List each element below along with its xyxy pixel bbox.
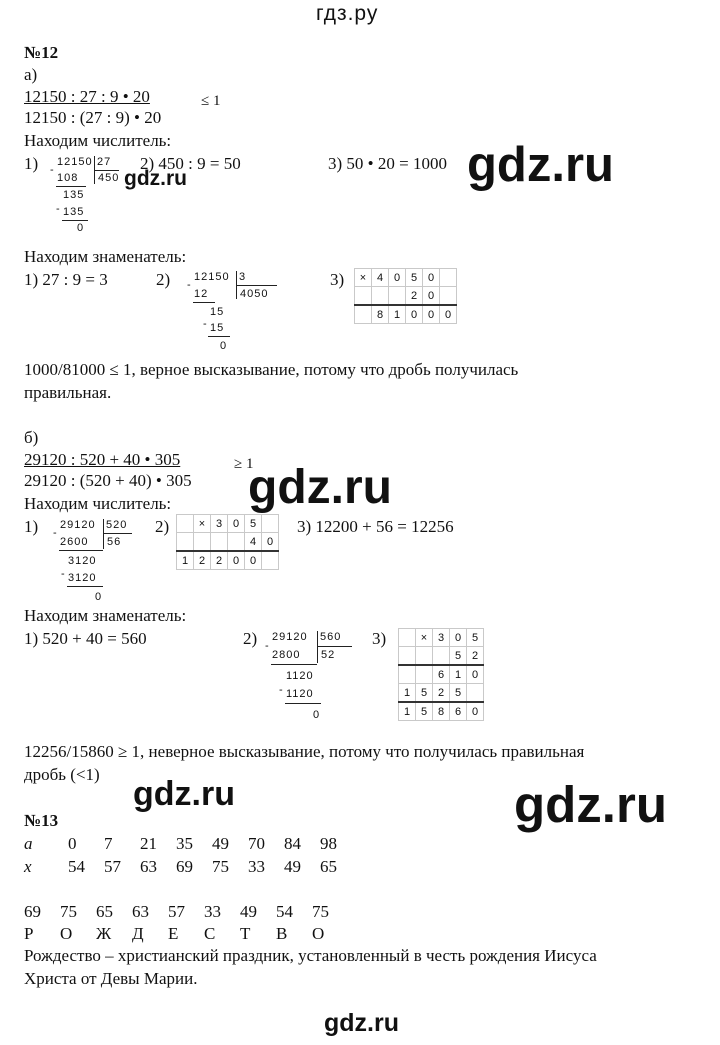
subtrahend: 12	[194, 288, 209, 300]
part-a-conclusion-line-2: правильная.	[24, 383, 112, 402]
part-b-expression: 29120 : 520 + 40 • 305	[24, 450, 181, 469]
remainder: 15	[210, 306, 225, 318]
subtrahend: 2600	[60, 536, 89, 548]
part-b-expression-grouped: 29120 : (520 + 40) • 305	[24, 471, 192, 490]
multiplication-4050-20: × 4 0 5 0 2 0 8 1 0 0 0	[354, 268, 457, 324]
remainder: 0	[95, 591, 103, 603]
part-a-numerator-title: Находим числитель:	[24, 131, 172, 150]
dividend: 29120	[272, 631, 308, 643]
footer-watermark: gdz.ru	[324, 1009, 399, 1037]
dividend: 12150	[194, 271, 230, 283]
part-a-step-1-label: 1)	[24, 154, 39, 173]
part-a-step-3: 3) 50 • 20 = 1000	[328, 154, 447, 173]
divisor: 520	[106, 519, 128, 531]
part-a-den-step-1: 1) 27 : 9 = 3	[24, 270, 108, 289]
part-a-label: а)	[24, 65, 38, 84]
watermark: gdz.ru	[124, 167, 187, 190]
answer-text-line-1: Рождество – христианский праздник, установленный в честь рождения Иисуса	[24, 946, 597, 965]
part-b-label: б)	[24, 428, 39, 447]
remainder: 0	[77, 222, 85, 234]
row-a-label: a	[24, 834, 33, 853]
quotient: 52	[321, 649, 336, 661]
watermark: gdz.ru	[514, 776, 667, 833]
part-b-step-2-label: 2)	[155, 517, 170, 536]
subtrahend: 108	[57, 172, 79, 184]
multiplication-305-40: × 3 0 5 4 0 1 2 2 0 0	[176, 514, 279, 570]
part-b-conclusion-line-1: 12256/15860 ≥ 1, неверное высказывание, потому что получилась правильная	[24, 742, 585, 761]
row-x-values: 54 57 63 69 75 33 49 65	[68, 857, 337, 876]
divisor: 3	[239, 271, 247, 283]
part-b-step-3: 3) 12200 + 56 = 12256	[297, 517, 454, 536]
part-b-step-1-label: 1)	[24, 517, 39, 536]
row-x-label: x	[24, 857, 32, 876]
code-numbers: 69 75 65 63 57 33 49 54 75	[24, 902, 329, 921]
exercise-12-title: №12	[24, 43, 59, 62]
remainder: 3120	[68, 555, 97, 567]
code-letters: Р О Ж Д Е С Т В О	[24, 924, 325, 943]
part-a-den-step-3-label: 3)	[330, 270, 345, 289]
watermark: gdz.ru	[248, 461, 392, 514]
quotient: 4050	[240, 288, 269, 300]
part-a-conclusion-line-1: 1000/81000 ≤ 1, верное высказывание, потому что дробь получилась	[24, 360, 519, 379]
part-b-compare: ≥ 1	[234, 456, 254, 472]
multiplication-305-52: × 3 0 5 5 2 6 1 0 1 5 2 5 1 5 8 6 0	[398, 628, 484, 721]
part-b-den-step-1: 1) 520 + 40 = 560	[24, 629, 147, 648]
part-b-den-step-2-label: 2)	[243, 629, 258, 648]
part-b-den-step-3-label: 3)	[372, 629, 387, 648]
part-b-denominator-title: Находим знаменатель:	[24, 606, 187, 625]
watermark: gdz.ru	[133, 775, 235, 813]
subtrahend: 15	[210, 322, 225, 334]
quotient: 56	[107, 536, 122, 548]
part-a-compare: ≤ 1	[201, 93, 221, 109]
watermark: gdz.ru	[467, 138, 614, 192]
remainder: 1120	[286, 670, 314, 682]
dividend: 12150	[57, 156, 93, 168]
site-header: гдз.ру	[316, 2, 379, 25]
dividend: 29120	[60, 519, 96, 531]
part-a-expression: 12150 : 27 : 9 • 20	[24, 87, 150, 106]
quotient: 450	[98, 172, 120, 184]
divisor: 27	[97, 156, 112, 168]
subtrahend: 135	[63, 206, 85, 218]
remainder: 135	[63, 189, 85, 201]
part-a-den-step-2-label: 2)	[156, 270, 171, 289]
remainder: 0	[220, 340, 228, 352]
subtrahend: 3120	[68, 572, 97, 584]
subtrahend: 1120	[286, 688, 314, 700]
part-b-numerator-title: Находим числитель:	[24, 494, 172, 513]
row-a-values: 0 7 21 35 49 70 84 98	[68, 834, 337, 853]
part-a-step-2: 2) 450 : 9 = 50	[140, 154, 241, 173]
part-b-conclusion-line-2: дробь (<1)	[24, 765, 100, 784]
answer-text-line-2: Христа от Девы Марии.	[24, 969, 198, 988]
subtrahend: 2800	[272, 649, 301, 661]
divisor: 560	[320, 631, 342, 643]
part-a-expression-grouped: 12150 : (27 : 9) • 20	[24, 108, 162, 127]
remainder: 0	[313, 709, 321, 721]
part-a-denominator-title: Находим знаменатель:	[24, 247, 187, 266]
exercise-13-title: №13	[24, 811, 59, 830]
